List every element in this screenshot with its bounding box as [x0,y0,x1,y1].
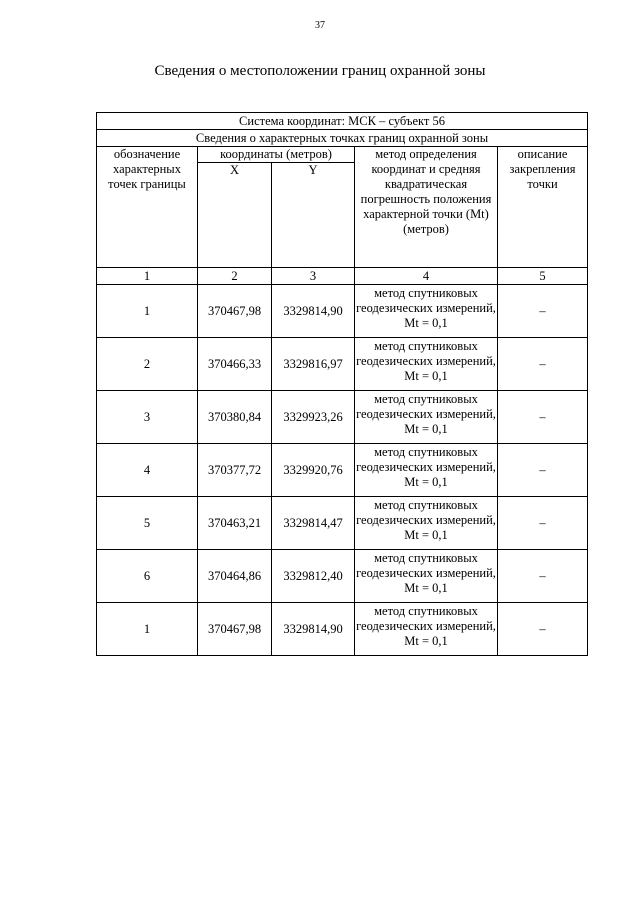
header-designation: обозначение характерных точек границы [97,147,198,268]
y-cell: 3329814,47 [272,497,355,550]
point-cell: 4 [97,444,198,497]
table-row [97,603,588,656]
table-section-row [97,130,588,147]
x-cell: 370466,33 [198,338,272,391]
column-number: 4 [355,268,498,285]
description-cell: – [498,497,588,550]
method-cell: метод спутниковых геодезических измерений, Mt = 0,1 [355,285,498,338]
point-cell: 5 [97,497,198,550]
y-cell: 3329814,90 [272,285,355,338]
coordinate-system-cell: Система координат: МСК – субъект 56 [97,113,588,130]
method-cell: метод спутниковых геодезических измерений, Mt = 0,1 [355,338,498,391]
column-number-row [97,268,588,285]
header-coordinates: координаты (метров) [198,147,355,163]
x-cell: 370467,98 [198,603,272,656]
table-row [97,391,588,444]
point-cell: 1 [97,285,198,338]
y-cell: 3329923,26 [272,391,355,444]
table-header-row [97,147,588,163]
x-cell: 370464,86 [198,550,272,603]
table-row [97,285,588,338]
table-row [97,338,588,391]
header-y: Y [272,163,355,268]
description-cell: – [498,444,588,497]
table-row [97,444,588,497]
point-cell: 2 [97,338,198,391]
y-cell: 3329814,90 [272,603,355,656]
page-number: 37 [315,20,325,31]
point-cell: 1 [97,603,198,656]
y-cell: 3329920,76 [272,444,355,497]
point-cell: 6 [97,550,198,603]
page-title: Сведения о местоположении границ охранной зоны [154,63,486,79]
method-cell: метод спутниковых геодезических измерений, Mt = 0,1 [355,550,498,603]
table-row [97,497,588,550]
column-number: 1 [97,268,198,285]
x-cell: 370377,72 [198,444,272,497]
boundary-points-table [96,112,588,656]
table-row [97,550,588,603]
method-cell: метод спутниковых геодезических измерений, Mt = 0,1 [355,391,498,444]
description-cell: – [498,285,588,338]
header-x: X [198,163,272,268]
method-cell: метод спутниковых геодезических измерений, Mt = 0,1 [355,603,498,656]
table-banner-row [97,113,588,130]
column-number: 3 [272,268,355,285]
x-cell: 370463,21 [198,497,272,550]
description-cell: – [498,603,588,656]
description-cell: – [498,550,588,603]
section-title-cell: Сведения о характерных точках границ охранной зоны [97,130,588,147]
x-cell: 370380,84 [198,391,272,444]
column-number: 5 [498,268,588,285]
header-description: описание закрепления точки [498,147,588,268]
y-cell: 3329812,40 [272,550,355,603]
method-cell: метод спутниковых геодезических измерений, Mt = 0,1 [355,444,498,497]
y-cell: 3329816,97 [272,338,355,391]
x-cell: 370467,98 [198,285,272,338]
header-method: метод определения координат и средняя квадратическая погрешность положения характерной точки (Mt) (метров) [355,147,498,268]
method-cell: метод спутниковых геодезических измерений, Mt = 0,1 [355,497,498,550]
point-cell: 3 [97,391,198,444]
column-number: 2 [198,268,272,285]
description-cell: – [498,391,588,444]
description-cell: – [498,338,588,391]
